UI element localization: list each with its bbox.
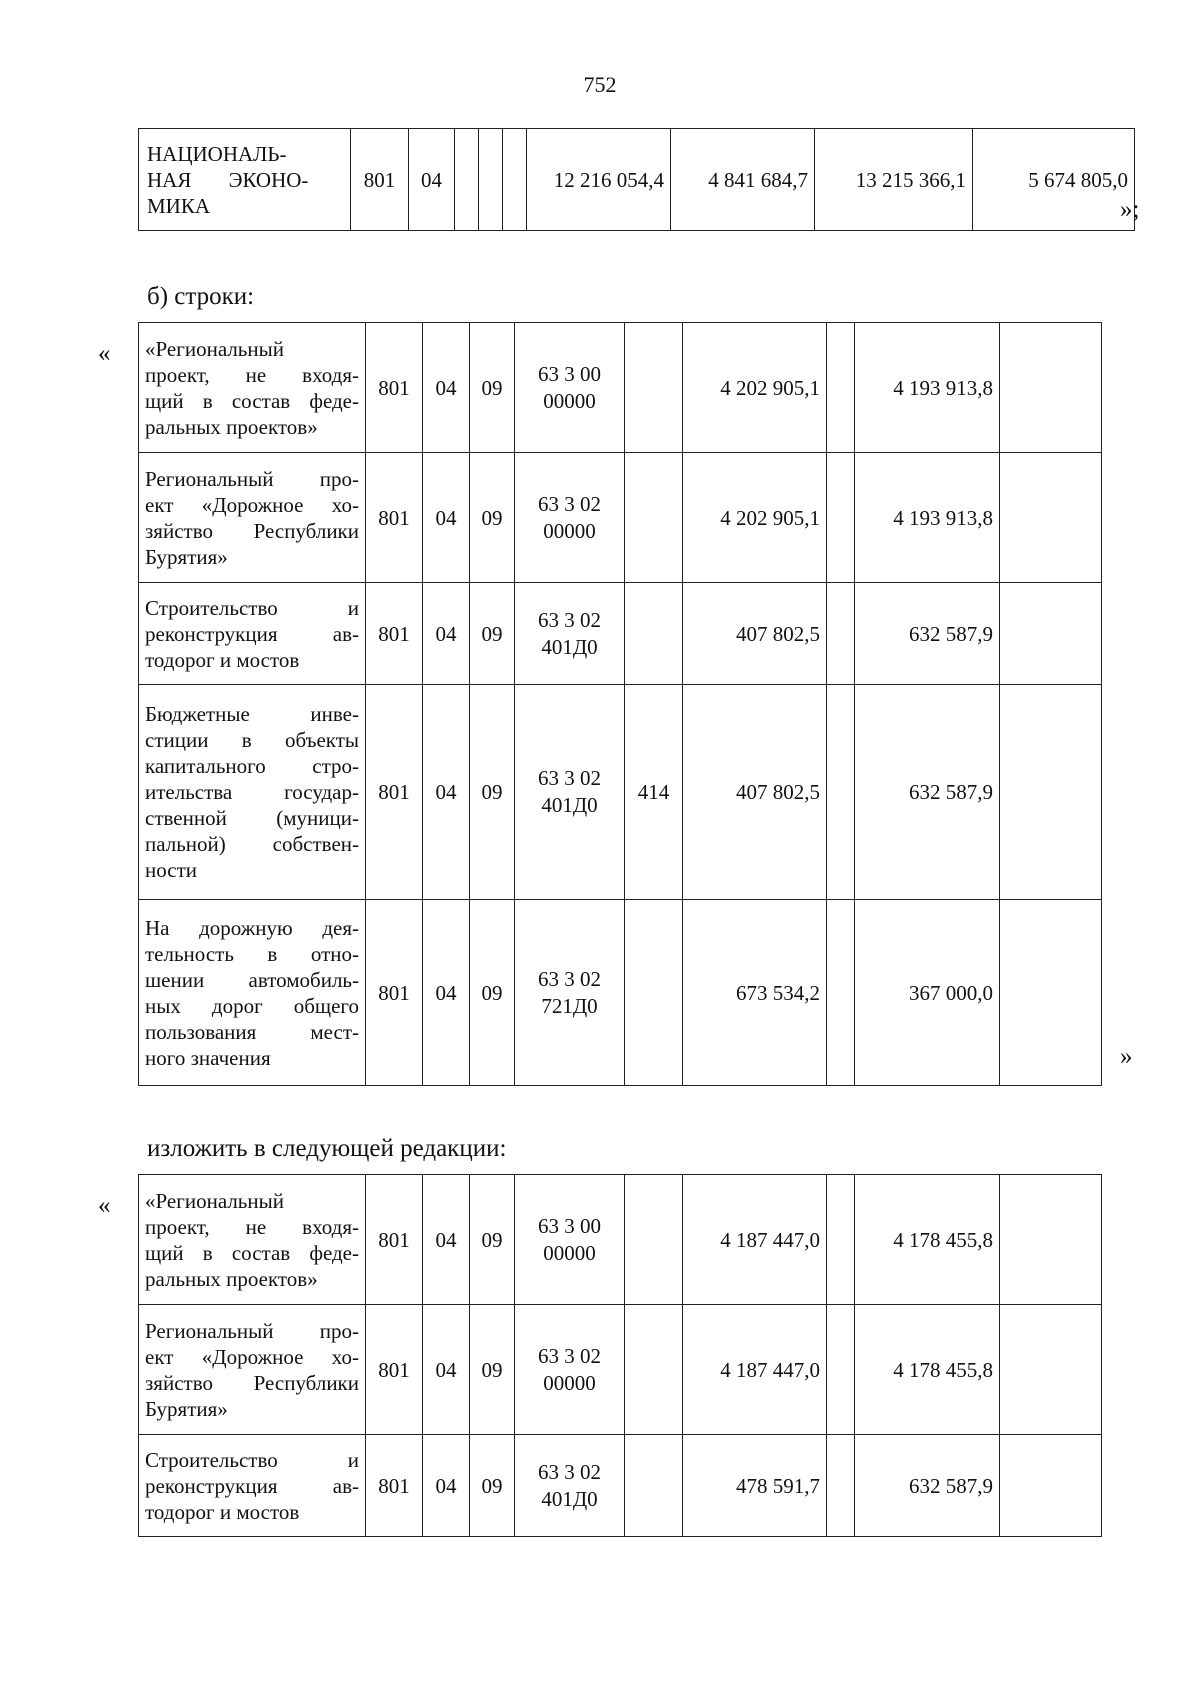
value-cell (1000, 1305, 1102, 1435)
csr-cell (515, 583, 625, 685)
csr-line: 00000 (543, 1240, 596, 1265)
name-line: зяйство Республики (145, 1370, 359, 1395)
csr-cell (515, 1305, 625, 1435)
rz-cell: 04 (423, 685, 470, 900)
csr-line: 401Д0 (541, 634, 598, 659)
table-row (139, 1435, 1102, 1537)
csr-line: 401Д0 (541, 1486, 598, 1511)
csr-cell (479, 129, 503, 231)
rz-cell: 04 (423, 583, 470, 685)
name-line: НАЯ ЭКОНО- (147, 167, 309, 192)
page-number: 752 (583, 72, 617, 97)
name-line (147, 167, 342, 193)
value-cell: 478 591,7 (683, 1435, 827, 1537)
name-line: МИКА (147, 193, 211, 218)
row-name-cell (139, 1435, 366, 1537)
name-line: «Региональный (145, 336, 284, 361)
opening-quote: « (98, 340, 111, 367)
name-line: Региональный про- (145, 466, 359, 491)
value-cell (1000, 323, 1102, 453)
value-cell: 632 587,9 (855, 1435, 1000, 1537)
value-cell (1000, 685, 1102, 900)
name-line: зяйство Республики (145, 518, 359, 543)
table-row (139, 583, 1102, 685)
rz-cell: 04 (423, 900, 470, 1086)
pr-cell: 09 (470, 1305, 515, 1435)
name-line: Региональный про- (145, 1318, 359, 1343)
csr-line: 63 3 02 (538, 1459, 601, 1484)
name-line: Строительство и (145, 595, 359, 620)
row-name-cell (139, 323, 366, 453)
value-cell: 407 802,5 (683, 583, 827, 685)
value-cell: 673 534,2 (683, 900, 827, 1086)
value-cell: 407 802,5 (683, 685, 827, 900)
value-cell (827, 685, 855, 900)
pr-cell (455, 129, 479, 231)
value-cell: 4 187 447,0 (683, 1305, 827, 1435)
gr-cell: 801 (366, 453, 423, 583)
vr-cell (625, 453, 683, 583)
name-line: НАЦИОНАЛЬ- (147, 141, 287, 166)
csr-line: 63 3 02 (538, 1343, 601, 1368)
rz-cell: 04 (423, 453, 470, 583)
csr-cell (515, 685, 625, 900)
pr-cell: 09 (470, 685, 515, 900)
name-line: проект, не входя- (145, 1214, 359, 1239)
row-name-cell (139, 129, 351, 231)
name-line: ного значения (145, 1045, 271, 1070)
table-row (139, 323, 1102, 453)
value-cell (1000, 1435, 1102, 1537)
rz-cell: 04 (423, 1175, 470, 1305)
value-cell (1000, 453, 1102, 583)
value-cell: 632 587,9 (855, 583, 1000, 685)
table-row (139, 900, 1102, 1086)
gr-cell: 801 (366, 1305, 423, 1435)
value-cell (827, 583, 855, 685)
csr-line: 401Д0 (541, 793, 598, 817)
vr-cell (625, 1175, 683, 1305)
name-line: Бюджетные инве- (145, 702, 359, 726)
gr-cell: 801 (366, 583, 423, 685)
national-economy-table (138, 128, 1135, 231)
row-name-cell (139, 1305, 366, 1435)
value-cell (827, 1175, 855, 1305)
vr-cell (625, 1435, 683, 1537)
csr-line: 63 3 02 (538, 491, 601, 516)
name-line: Бурятия» (145, 1396, 228, 1421)
pr-cell: 09 (470, 900, 515, 1086)
gr-cell: 801 (366, 323, 423, 453)
name-line: ных дорог общего (145, 993, 359, 1018)
vr-cell: 414 (625, 685, 683, 900)
rz-cell: 04 (409, 129, 455, 231)
value-cell: 632 587,9 (855, 685, 1000, 900)
value-cell: 4 841 684,7 (671, 129, 815, 231)
value-cell: 4 193 913,8 (855, 453, 1000, 583)
name-line: ности (145, 858, 197, 882)
name-line: реконструкция ав- (145, 1473, 359, 1498)
name-line: пользования мест- (145, 1019, 359, 1044)
value-cell: 4 193 913,8 (855, 323, 1000, 453)
value-cell: 12 216 054,4 (527, 129, 671, 231)
value-cell (827, 900, 855, 1086)
csr-cell (515, 900, 625, 1086)
row-name-cell (139, 1175, 366, 1305)
csr-line: 63 3 02 (538, 607, 601, 632)
name-line: ственной (муници- (145, 806, 359, 830)
csr-line: 63 3 02 (538, 966, 601, 991)
rz-cell: 04 (423, 1435, 470, 1537)
vr-cell (625, 323, 683, 453)
rz-cell: 04 (423, 1305, 470, 1435)
value-cell: 4 178 455,8 (855, 1305, 1000, 1435)
csr-cell (515, 1175, 625, 1305)
row-name-cell (139, 685, 366, 900)
name-line: пальной) собствен- (145, 832, 359, 856)
name-line: ральных проектов» (145, 1266, 318, 1291)
row-name-cell (139, 453, 366, 583)
csr-cell (515, 1435, 625, 1537)
gr-cell: 801 (366, 1175, 423, 1305)
csr-line: 63 3 00 (538, 1213, 601, 1238)
vr-cell (503, 129, 527, 231)
value-cell (827, 323, 855, 453)
row-name-cell (139, 583, 366, 685)
name-line: проект, не входя- (145, 362, 359, 387)
pr-cell: 09 (470, 583, 515, 685)
value-cell (827, 1435, 855, 1537)
name-line: На дорожную дея- (145, 915, 359, 940)
name-line: ект «Дорожное хо- (145, 1344, 359, 1369)
new-rows-table (138, 1174, 1102, 1537)
name-line: «Региональный (145, 1188, 284, 1213)
row-name-cell (139, 900, 366, 1086)
rz-cell: 04 (423, 323, 470, 453)
gr-cell: 801 (366, 1435, 423, 1537)
old-rows-table (138, 322, 1102, 1086)
csr-cell (515, 453, 625, 583)
name-line: ительства государ- (145, 780, 359, 804)
name-line: тодорог и мостов (145, 1499, 300, 1524)
csr-line: 63 3 00 (538, 361, 601, 386)
name-line: реконструкция ав- (145, 621, 359, 646)
section-b-label: б) строки: (147, 283, 255, 310)
table-row (139, 129, 1135, 231)
name-line: шении автомобиль- (145, 967, 359, 992)
vr-cell (625, 583, 683, 685)
table-row (139, 1305, 1102, 1435)
value-cell: 4 187 447,0 (683, 1175, 827, 1305)
value-cell: 4 202 905,1 (683, 323, 827, 453)
vr-cell (625, 1305, 683, 1435)
value-cell: 4 202 905,1 (683, 453, 827, 583)
vr-cell (625, 900, 683, 1086)
value-cell: 13 215 366,1 (815, 129, 973, 231)
name-line: ральных проектов» (145, 414, 318, 439)
csr-line: 00000 (543, 388, 596, 413)
name-line: тодорог и мостов (145, 647, 300, 672)
csr-line: 00000 (543, 518, 596, 543)
table-row (139, 685, 1102, 900)
opening-quote: « (98, 1192, 111, 1219)
gr-cell: 801 (366, 685, 423, 900)
section-new-label: изложить в следующей редакции: (147, 1135, 507, 1162)
value-cell: 367 000,0 (855, 900, 1000, 1086)
name-line: тельность в отно- (145, 941, 359, 966)
gr-cell: 801 (366, 900, 423, 1086)
table-row (139, 453, 1102, 583)
pr-cell: 09 (470, 1435, 515, 1537)
value-cell (827, 453, 855, 583)
value-cell (1000, 1175, 1102, 1305)
gr-cell: 801 (351, 129, 409, 231)
closing-quote: » (1120, 1043, 1133, 1070)
name-line: ект «Дорожное хо- (145, 492, 359, 517)
value-cell (1000, 583, 1102, 685)
value-cell: 4 178 455,8 (855, 1175, 1000, 1305)
csr-line: 00000 (543, 1370, 596, 1395)
name-line: капитального стро- (145, 754, 359, 778)
value-cell (827, 1305, 855, 1435)
pr-cell: 09 (470, 453, 515, 583)
csr-line: 721Д0 (541, 993, 598, 1018)
csr-line: 63 3 02 (538, 766, 601, 790)
value-cell: 5 674 805,0 (973, 129, 1135, 231)
pr-cell: 09 (470, 323, 515, 453)
closing-quote: »; (1120, 196, 1140, 223)
name-line: щий в состав феде- (145, 388, 359, 413)
name-line: Бурятия» (145, 544, 228, 569)
name-line: щий в состав феде- (145, 1240, 359, 1265)
name-line: Строительство и (145, 1447, 359, 1472)
csr-cell (515, 323, 625, 453)
name-line: стиции в объекты (145, 728, 359, 752)
table-row (139, 1175, 1102, 1305)
value-cell (1000, 900, 1102, 1086)
pr-cell: 09 (470, 1175, 515, 1305)
